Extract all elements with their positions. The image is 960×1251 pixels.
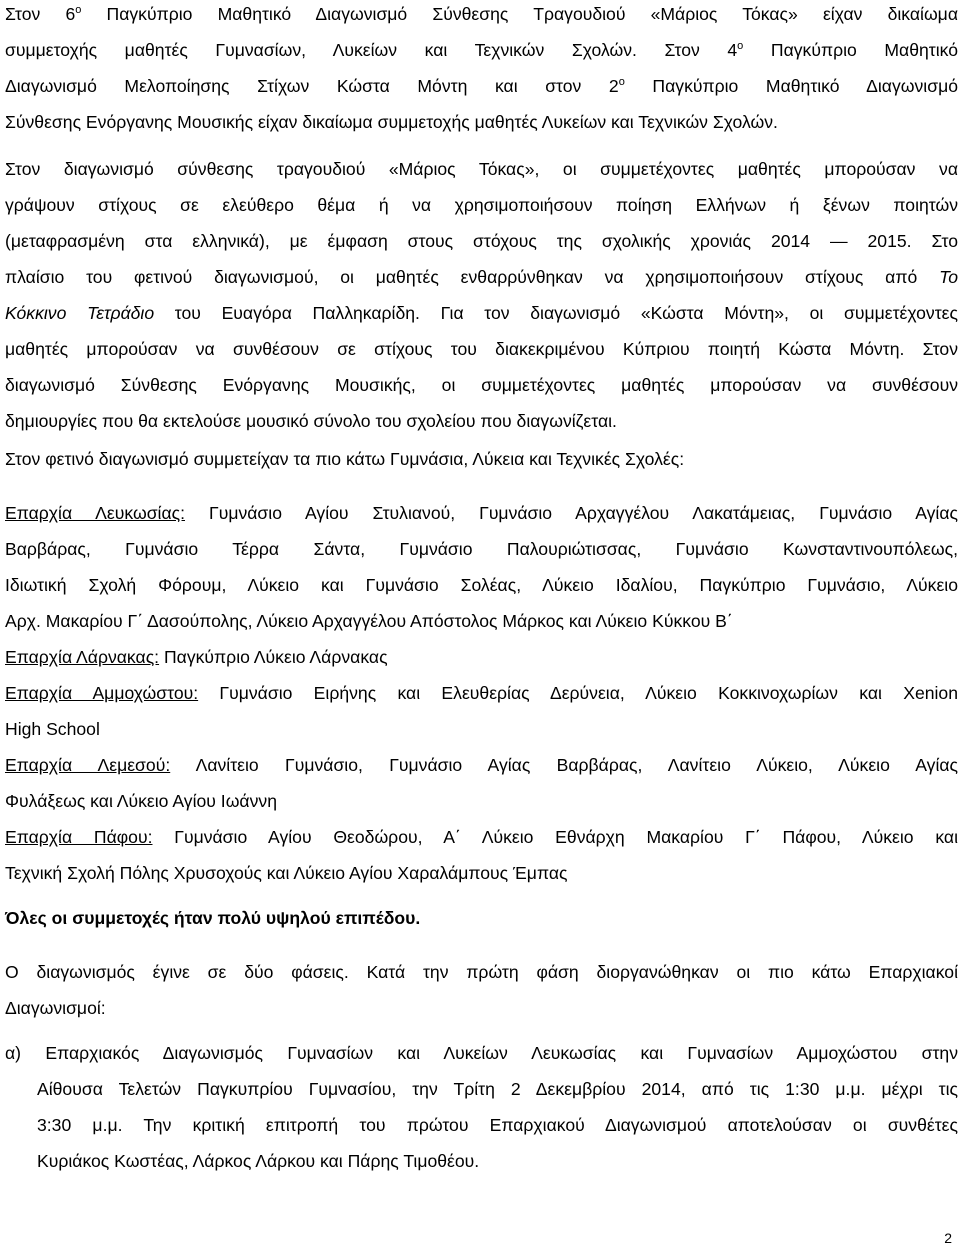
text-line: Φυλάξεως και Λύκειο Αγίου Ιωάννη (5, 791, 277, 811)
district-label: Επαρχία Αμμοχώστου: (5, 683, 199, 703)
district-paphos (5, 819, 958, 891)
book-title: Κόκκινο Τετράδιο (5, 303, 155, 323)
text-line: γράψουν στίχους σε ελεύθερο θέμα ή να χρησιμοποιήσουν ποίηση Ελλήνων ή ξένων ποιητών (5, 195, 958, 215)
text-line: μαθητές μπορούσαν να συνθέσουν σε στίχους του διακεκριμένου Κύπριου ποιητή Κώστα Μόντη. Στον (5, 339, 958, 359)
list-item-a (5, 1035, 958, 1071)
district-nicosia (5, 495, 958, 639)
text-line: Επαρχία Πάφου: Γυμνάσιο Αγίου Θεοδώρου, Α΄ Λύκειο Εθνάρχη Μακαρίου Γ΄ Πάφου, Λύκειο και (5, 827, 959, 847)
text-line: Τεχνική Σχολή Πόλης Χρυσοχούς και Λύκειο Αγίου Χαραλάμπους Έμπας (5, 863, 568, 883)
text-line: Ιδιωτική Σχολή Φόρουμ, Λύκειο και Γυμνάσιο Σολέας, Λύκειο Ιδαλίου, Παγκύπριο Γυμνάσιο, Λύκειο (5, 575, 958, 595)
text-line: Διαγωνισμό Μελοποίησης Στίχων Κώστα Μόντη και στον $2^o$ Παγκύπριο Μαθητικό Διαγωνισμό (5, 76, 958, 96)
paragraph-intro (5, 0, 958, 140)
text-line: Επαρχία Λευκωσίας: Γυμνάσιο Αγίου Στυλιανού, Γυμνάσιο Αρχαγγέλου Λακατάμειας, Γυμνάσιο Αγίας (5, 503, 958, 523)
district-label: Επαρχία Λευκωσίας: (5, 503, 185, 523)
text-line: πλαίσιο του φετινού διαγωνισμού, οι μαθητές ενθαρρύνθηκαν να χρησιμοποιήσουν στίχους από Το (5, 267, 958, 287)
paragraph-competition-details (5, 151, 958, 439)
text-line: Αρχ. Μακαρίου Γ΄ Δασούπολης, Λύκειο Αρχαγγέλου Απόστολος Μάρκος και Λύκειο Κύκκου Β΄ (5, 611, 733, 631)
text-line: Στον διαγωνισμό σύνθεσης τραγουδιού «Μάριος Τόκας», οι συμμετέχοντες μαθητές μπορούσαν να (5, 159, 958, 179)
text-line: High School (5, 719, 100, 739)
text-line: Διαγωνισμοί: (5, 998, 106, 1018)
text-line: α) Επαρχιακός Διαγωνισμός Γυμνασίων και Λυκείων Λευκωσίας και Γυμνασίων Αμμοχώστου στην (5, 1043, 958, 1063)
district-label: Επαρχία Λάρνακας: (5, 647, 160, 667)
text-line: Επαρχία Αμμοχώστου: Γυμνάσιο Ειρήνης και Ελευθερίας Δερύνεια, Λύκειο Κοκκινοχωρίων και Xenion (5, 683, 958, 703)
district-label: Επαρχία Λεμεσού: (5, 755, 171, 775)
text-line: Βαρβάρας, Γυμνάσιο Τέρρα Σάντα, Γυμνάσιο Παλουριώτισσας, Γυμνάσιο Κωνσταντινουπόλεως, (5, 539, 958, 559)
text-line: δημιουργίες που θα εκτελούσε μουσικό σύνολο του σχολείου που διαγωνίζεται. (5, 411, 617, 431)
text-line: Όλες οι συμμετοχές ήταν πολύ υψηλού επιπέδου. (5, 908, 421, 928)
text-line: Ο διαγωνισμός έγινε σε δύο φάσεις. Κατά την πρώτη φάση διοργανώθηκαν οι πιο κάτω Επαρχιακοί (5, 962, 958, 982)
text-line: Επαρχία Λεμεσού: Λανίτειο Γυμνάσιο, Γυμνάσιο Αγίας Βαρβάρας, Λανίτειο Λύκειο, Λύκειο Αγίας (5, 755, 959, 775)
list-item-a-continuation (37, 1071, 958, 1179)
page-number: 2 (944, 1230, 952, 1246)
text-line: Στον φετινό διαγωνισμό συμμετείχαν τα πιο κάτω Γυμνάσια, Λύκεια και Τεχνικές Σχολές: (5, 449, 685, 469)
text-line: Αίθουσα Τελετών Παγκυπρίου Γυμνασίου, την Τρίτη 2 Δεκεμβρίου 2014, από τις 1:30 μ.μ. μέχρι τις (37, 1079, 958, 1099)
district-famagusta (5, 675, 958, 747)
text-line: συμμετοχής μαθητές Γυμνασίων, Λυκείων και Τεχνικών Σχολών. Στον $4^o$ Παγκύπριο Μαθητικό (5, 40, 958, 60)
text-line: 3:30 μ.μ. Την κριτική επιτροπή του πρώτου Επαρχιακού Διαγωνισμού αποτελούσαν οι συνθέτες (37, 1115, 958, 1135)
text-line: Στον $6^o$ Παγκύπριο Μαθητικό Διαγωνισμό Σύνθεσης Τραγουδιού «Μάριος Τόκας» είχαν δικαίωμα (5, 4, 958, 24)
text-line: Κόκκινο Τετράδιο του Ευαγόρα Παλληκαρίδη. Για τον διαγωνισμό «Κώστα Μόντη», οι συμμετέχοντες (5, 303, 958, 323)
district-limassol (5, 747, 958, 819)
paragraph-phases (5, 954, 958, 1026)
text-line: (μεταφρασμένη στα ελληνικά), με έμφαση στους στόχους της σχολικής χρονιάς 2014 — 2015. Στο (5, 231, 958, 251)
text-line: Σύνθεσης Ενόργανης Μουσικής είχαν δικαίωμα συμμετοχής μαθητές Λυκείων και Τεχνικών Σχολών. (5, 112, 778, 132)
district-label: Επαρχία Πάφου: (5, 827, 153, 847)
bold-note (5, 900, 958, 936)
text-line: διαγωνισμό Σύνθεσης Ενόργανης Μουσικής, οι συμμετέχοντες μαθητές μπορούσαν να συνθέσουν (5, 375, 958, 395)
paragraph-participants-intro (5, 441, 958, 477)
text-line: Επαρχία Λάρνακας: Παγκύπριο Λύκειο Λάρνακας (5, 647, 388, 667)
text-line: Κυριάκος Κωστέας, Λάρκος Λάρκου και Πάρης Τιμοθέου. (37, 1151, 480, 1171)
district-larnaca (5, 639, 958, 675)
